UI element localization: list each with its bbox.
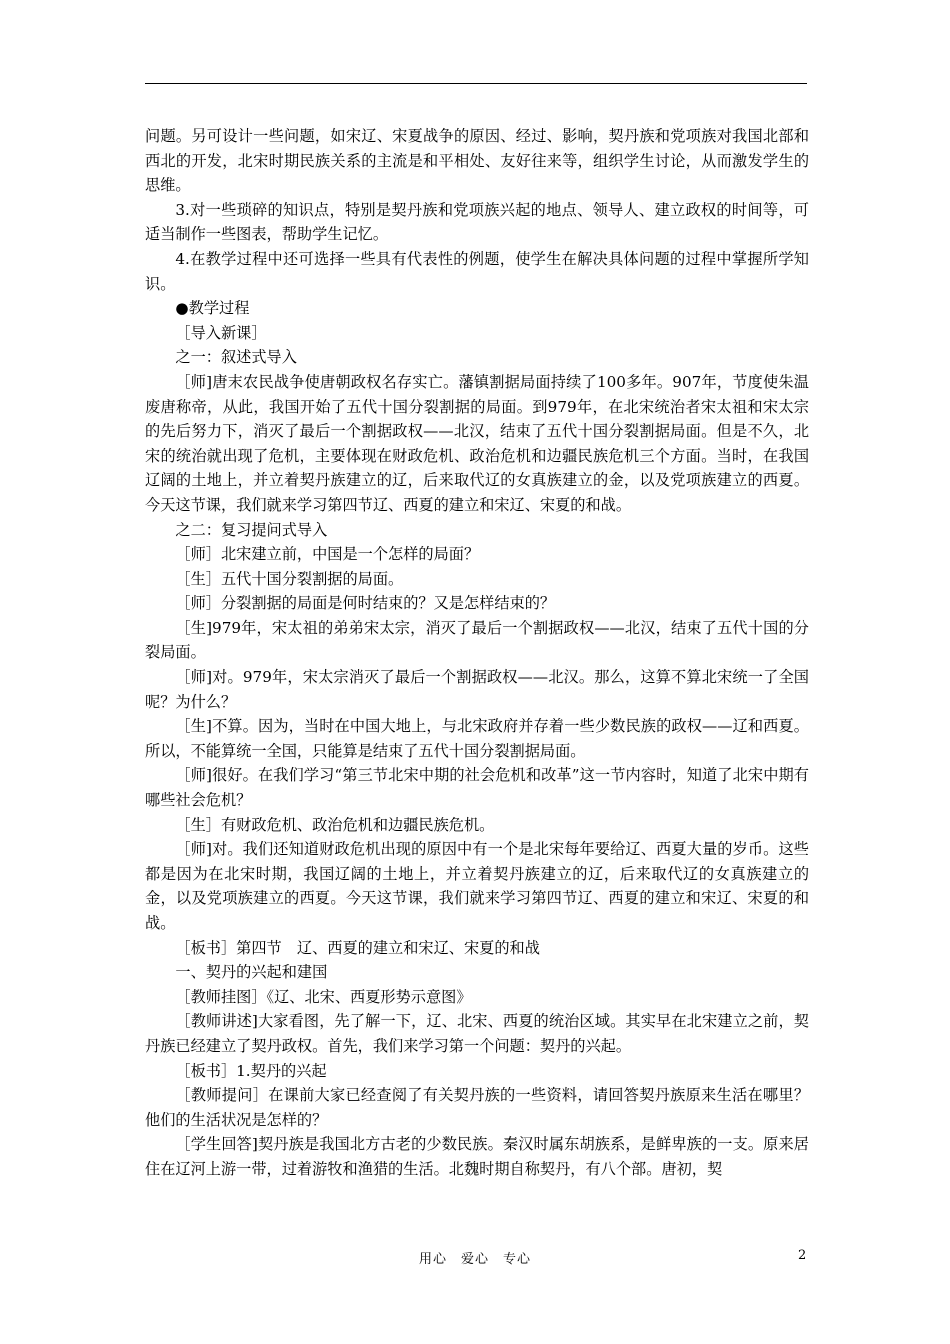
section-heading-khitan: 一、契丹的兴起和建国 <box>175 963 328 982</box>
dialogue-line: ［师]对。我们还知道财政危机出现的原因中有一个是北宋每年要给辽、西夏大量的岁币。这些都是因为在北宋时期，我国辽阔的土地上，并立着契丹族建立的辽，后来取代辽的女真族建立的金，以及党项族建立的西夏。今天这节课，我们就来学习第四节辽、西夏的建立和宋辽、宋夏的和战。 <box>145 840 809 932</box>
board-heading: ［板书］第四节 辽、西夏的建立和宋辽、宋夏的和战 <box>175 938 540 957</box>
teacher-narration: ［教师讲述]大家看图，先了解一下，辽、北宋、西夏的统治区域。其实早在北宋建立之前，契丹族已经建立了契丹政权。首先，我们来学习第一个问题：契丹的兴起。 <box>145 1012 809 1055</box>
board-subheading: ［板书］1.契丹的兴起 <box>175 1061 327 1080</box>
subheading-intro-1: 之一：叙述式导入 <box>175 348 297 367</box>
paragraph-2: 3.对一些琐碎的知识点，特别是契丹族和党项族兴起的地点、领导人、建立政权的时间等，可适当制作一些图表，帮助学生记忆。 <box>145 200 809 244</box>
dialogue-line: ［生］五代十国分裂割据的局面。 <box>175 569 404 588</box>
dialogue-line: ［生]不算。因为，当时在中国大地上，与北宋政府并存着一些少数民族的政权——辽和西夏。所以，不能算统一全国，只能算是结束了五代十国分裂割据局面。 <box>145 717 809 760</box>
subheading-intro-2: 之二：复习提问式导入 <box>175 520 328 539</box>
header-rule <box>145 83 807 84</box>
dialogue-line: ［师］北宋建立前，中国是一个怎样的局面？ <box>175 545 480 564</box>
student-answer: ［学生回答]契丹族是我国北方古老的少数民族。秦汉时属东胡族系，是鲜卑族的一支。原来居住在辽河上游一带，过着游牧和渔猎的生活。北魏时期自称契丹，有八个部。唐初，契 <box>145 1135 809 1178</box>
paragraph-1: 问题。另可设计一些问题，如宋辽、宋夏战争的原因、经过、影响，契丹族和党项族对我国北部和西北的开发，北宋时期民族关系的主流是和平相处、友好往来等，组织学生讨论，从而激发学生的思维。 <box>145 127 809 195</box>
subheading-intro: ［导入新课］ <box>175 323 267 342</box>
dialogue-line: ［师]很好。在我们学习“第三节北宋中期的社会危机和改革”这一节内容时，知道了北宋中期有哪些社会危机？ <box>145 766 809 810</box>
dialogue-line: ［师］分裂割据的局面是何时结束的？又是怎样结束的？ <box>175 594 556 613</box>
document-body <box>145 124 809 1182</box>
page-footer <box>0 1248 950 1268</box>
dialogue-line: ［生]979年，宋太祖的弟弟宋太宗，消灭了最后一个割据政权——北汉，结束了五代十国的分裂局面。 <box>145 618 809 662</box>
page-number: 2 <box>798 1248 807 1263</box>
section-heading-teaching-process: ●教学过程 <box>175 299 250 318</box>
teacher-question: ［教师提问］在课前大家已经查阅了有关契丹族的一些资料，请回答契丹族原来生活在哪里？他们的生活状况是怎样的？ <box>145 1086 809 1129</box>
teacher-map-note: ［教师挂图］《辽、北宋、西夏形势示意图》 <box>175 987 472 1006</box>
paragraph-3: 4.在教学过程中还可选择一些具有代表性的例题，使学生在解决具体问题的过程中掌握所学知识。 <box>145 249 809 293</box>
dialogue-line: ［师]对。979年，宋太宗消灭了最后一个割据政权——北汉。那么，这算不算北宋统一了全国呢？为什么？ <box>145 668 809 711</box>
dialogue-line: ［生］有财政危机、政治危机和边疆民族危机。 <box>175 815 495 834</box>
footer-motto: 用心 爱心 专心 <box>418 1252 531 1267</box>
paragraph-7: ［师]唐末农民战争使唐朝政权名存实亡。藩镇割据局面持续了100多年。907年，节度使朱温废唐称帝，从此，我国开始了五代十国分裂割据的局面。到979年，在北宋统治者宋太祖和宋太宗的先后努力下，消灭了最后一个割据政权——北汉，结束了五代十国分裂割据局面。但是不久，北宋的统治就出现了危机，主要体现在财政危机、政治危机和边疆民族危机三个方面。当时，在我国辽阔的土地上，并立着契丹族建立的辽，后来取代辽的女真族建立的金，以及党项族建立的西夏。今天这节课，我们就来学习第四节辽、西夏的建立和宋辽、宋夏的和战。 <box>145 372 809 514</box>
